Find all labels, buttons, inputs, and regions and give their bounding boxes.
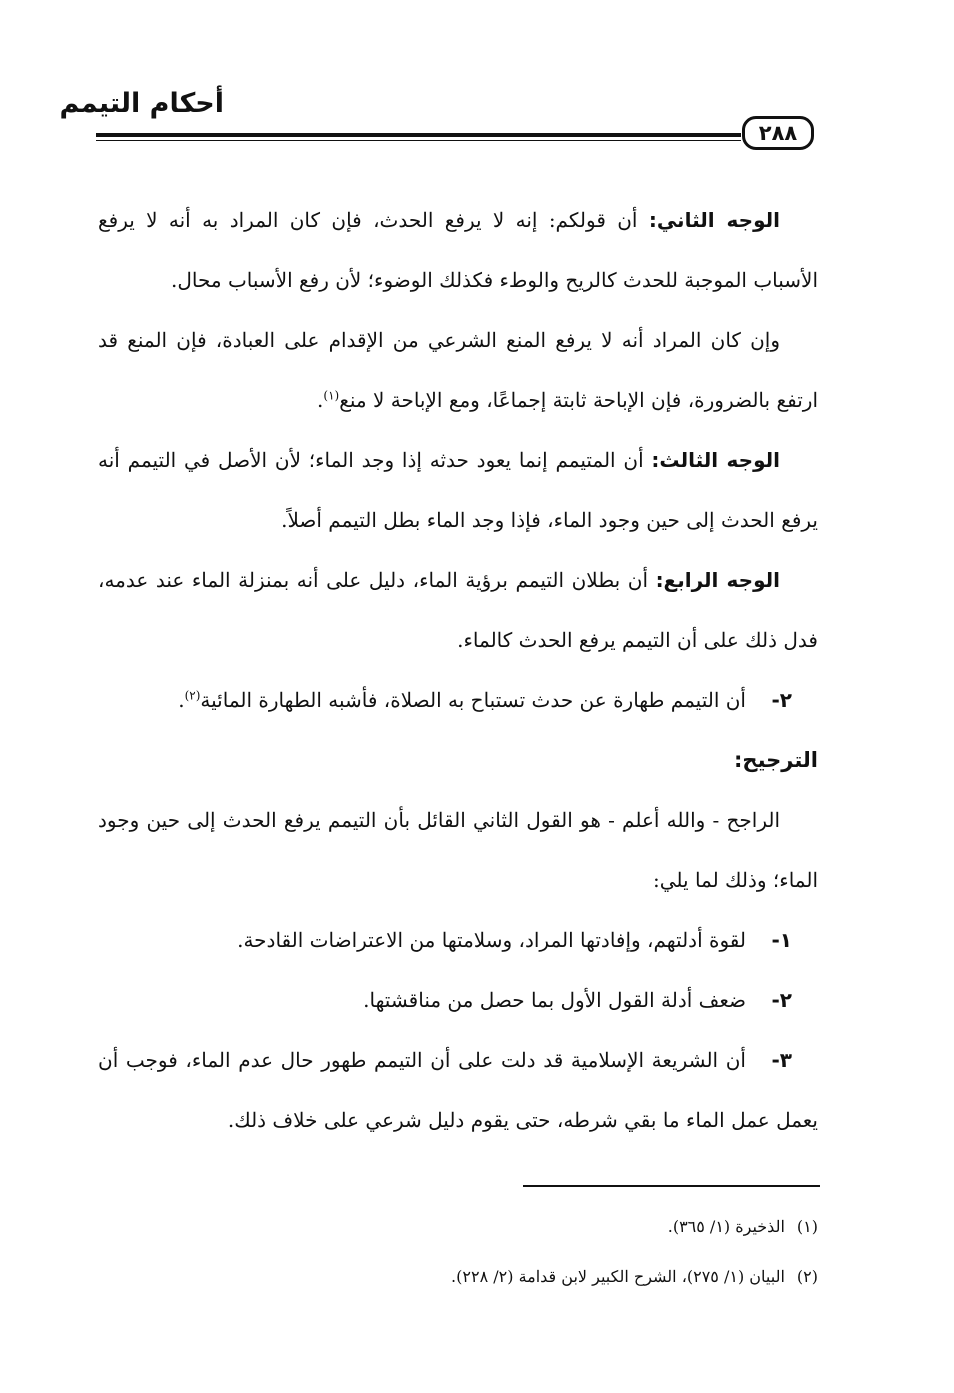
item-end: . bbox=[178, 688, 185, 712]
paragraph-lead: الوجه الثالث: bbox=[651, 448, 780, 472]
item-text: لقوة أدلتهم، وإفادتها المراد، وسلامتها من الاعتراضات القادحة. bbox=[237, 928, 746, 952]
header-rule-thin bbox=[96, 140, 741, 141]
item-text: ضعف أدلة القول الأول بما حصل من مناقشتها. bbox=[363, 988, 746, 1012]
footnote-number: (٢) bbox=[796, 1267, 818, 1286]
item-text: أن التيمم طهارة عن حدث تستباح به الصلاة، فأشبه الطهارة المائية bbox=[200, 688, 746, 712]
paragraph-end: . bbox=[317, 388, 324, 412]
paragraph-second-aspect bbox=[98, 190, 818, 310]
reason-item-1 bbox=[98, 910, 818, 970]
item-text: أن الشريعة الإسلامية قد دلت على أن التيمم طهور حال عدم الماء، فوجب أن يعمل عمل الماء ما بقي شرطه، حتى يقوم دليل شرعي على خلاف ذلك. bbox=[98, 1048, 818, 1132]
numbered-item-2 bbox=[98, 670, 818, 730]
item-number: ٢- bbox=[771, 988, 792, 1012]
paragraph-text: أن قولكم: إنه لا يرفع الحدث، فإن كان المراد به أنه لا يرفع الأسباب الموجبة للحدث كالريح والوطء فكذلك الوضوء؛ لأن رفع الأسباب محال. bbox=[98, 208, 818, 292]
paragraph-text: وإن كان المراد أنه لا يرفع المنع الشرعي من الإقدام على العبادة، فإن المنع قد ارتفع بالضرورة، فإن الإباحة ثابتة إجماعًا، ومع الإباحة لا منع bbox=[98, 328, 818, 412]
paragraph-fourth-aspect bbox=[98, 550, 818, 670]
footnote-number: (١) bbox=[796, 1217, 818, 1236]
footnote-text: الذخيرة (١/ ٣٦٥). bbox=[667, 1217, 785, 1236]
paragraph-text: الراجح - والله أعلم - هو القول الثاني القائل بأن التيمم يرفع الحدث إلى حين وجود الماء؛ وذلك لما يلي: bbox=[98, 808, 818, 892]
paragraph-preferred-view bbox=[98, 790, 818, 910]
main-text bbox=[98, 190, 818, 1150]
item-number: ٣- bbox=[771, 1048, 792, 1072]
item-number: ١- bbox=[771, 928, 792, 952]
section-heading-tarjih: الترجيح: bbox=[734, 748, 818, 772]
paragraph-third-aspect bbox=[98, 430, 818, 550]
paragraph-text: أن المتيمم إنما يعود حدثه إذا وجد الماء؛ لأن الأصل في التيمم أنه يرفع الحدث إلى حين وجود الماء، فإذا وجد الماء بطل التيمم أصلاً. bbox=[98, 448, 818, 532]
reason-item-3 bbox=[98, 1030, 818, 1150]
running-header-title: أحكام التيمم bbox=[59, 88, 224, 119]
page-number-badge bbox=[742, 116, 814, 150]
page-number: ٢٨٨ bbox=[758, 121, 798, 145]
footnote-ref-1[interactable]: (١) bbox=[323, 388, 340, 403]
paragraph-text: أن بطلان التيمم برؤية الماء، دليل على أنه بمنزلة الماء عند عدمه، فدل ذلك على أن التيمم يرفع الحدث كالماء. bbox=[98, 568, 818, 652]
paragraph-lead: الوجه الثاني: bbox=[648, 208, 780, 232]
footnote-ref-2[interactable]: (٢) bbox=[184, 688, 201, 703]
reason-item-2 bbox=[98, 970, 818, 1030]
footnote-2 bbox=[98, 1252, 818, 1302]
footnote-text: البيان (١/ ٢٧٥)، الشرح الكبير لابن قدامة (٢/ ٢٢٨). bbox=[451, 1267, 785, 1286]
header-rule bbox=[96, 133, 741, 137]
footnote-1 bbox=[98, 1202, 818, 1252]
footnotes bbox=[98, 1202, 818, 1302]
paragraph-legal-prohibition bbox=[98, 310, 818, 430]
item-number: ٢- bbox=[771, 688, 792, 712]
footnote-separator bbox=[523, 1185, 820, 1187]
paragraph-lead: الوجه الرابع: bbox=[655, 568, 781, 592]
